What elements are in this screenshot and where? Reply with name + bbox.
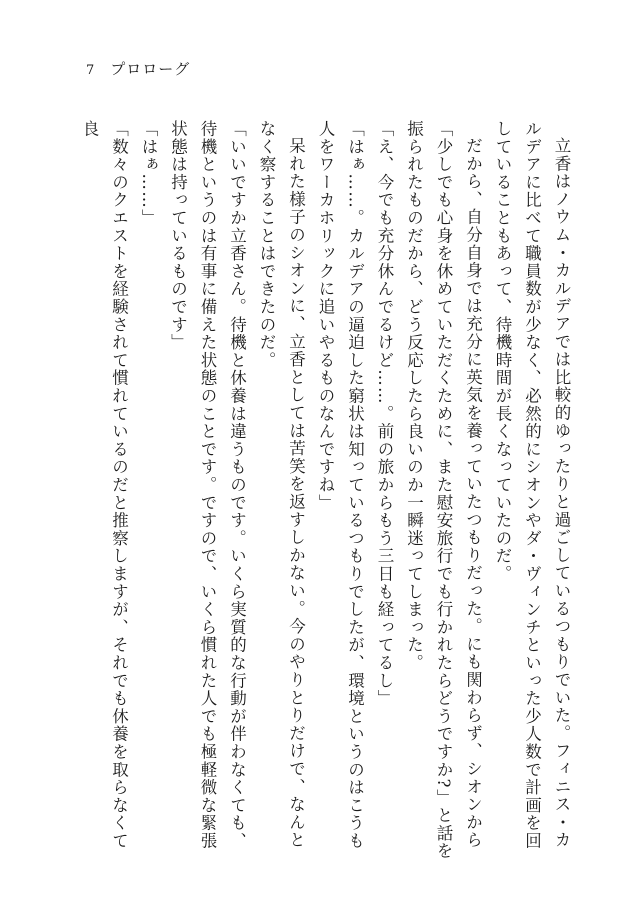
paragraph: 立香はノウム・カルデアでは比較的ゆったりと過ごしているつもりでいた。フィニス・カルデアに比べて職員数が少なく、必然的にシオンやダ・ヴィンチといった少人数で計画を回していることもあって、待機時間が長くなっていたのだ。 (493, 120, 571, 850)
paragraph: 「数々のクエストを経験されて慣れているのだと推察しますが、それでも休養を取らなくて良 (80, 120, 129, 850)
paragraph: 「はぁ……」 (139, 120, 158, 227)
running-header (86, 58, 190, 79)
paragraph: だから、自分自身では充分に英気を養っていたつもりだった。にも関わらず、シオンから「少しでも心身を休めていただくために、また慰安旅行でも行かれたらどうですか?」と話を振られたものだから、どう反応したら良いのか一瞬迷ってしまった。 (404, 120, 483, 860)
page-number: 7 (86, 63, 95, 78)
paragraph: 「え、今でも充分休んでるけど……。前の旅からもう三日も経ってるし」 (375, 120, 394, 708)
paragraph: 「いいですか立香さん。待機と休養は違うものです。いくら実質的な行動が伴わなくても、待機というのは有事に備えた状態のことです。ですので、いくら慣れた人でも極軽微な緊張状態は持っているものです」 (168, 120, 247, 850)
paragraph: 「はぁ……。カルデアの逼迫した窮状は知っているつもりでしたが、環境というのはこうも人をワーカホリックに追いやるものなんですね」 (316, 120, 365, 850)
chapter-title: プロローグ (110, 60, 191, 78)
body-text (80, 120, 576, 860)
paragraph: 呆れた様子のシオンに、立香としては苦笑を返すしかない。今のやりとりだけで、なんとなく察することはできたのだ。 (257, 120, 306, 849)
